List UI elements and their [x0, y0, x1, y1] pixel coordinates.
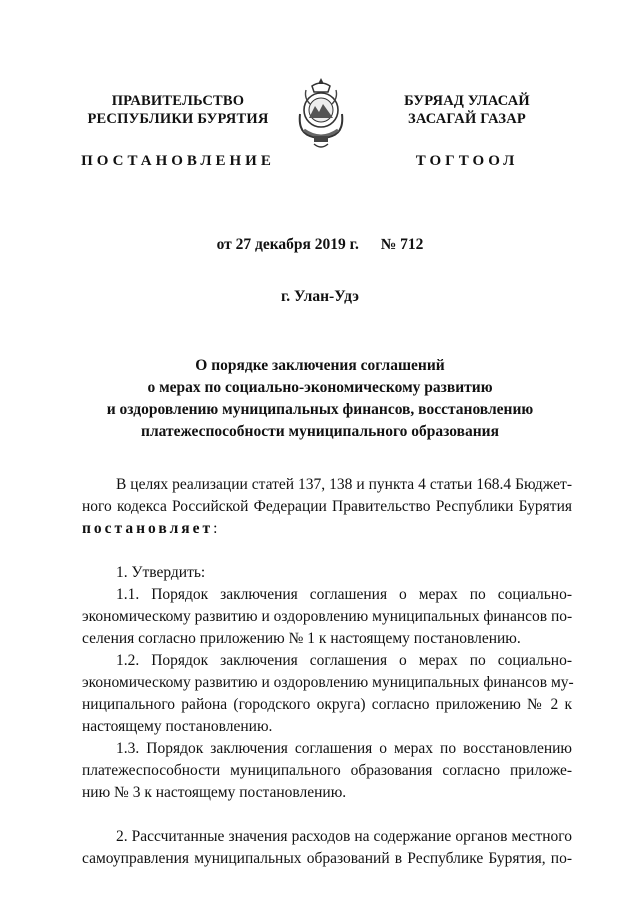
- decree-colon: :: [213, 520, 218, 537]
- item-line: платежеспособности муниципального образования согласно приложе-: [82, 762, 572, 779]
- issuer-line: ЗАСАГАЙ ГАЗАР: [408, 111, 526, 127]
- document-city: г. Улан-Удэ: [280, 288, 359, 305]
- item-line: нию № 3 к настоящему постановлению.: [82, 784, 347, 801]
- item-1: [82, 562, 572, 584]
- item-line: 1.2. Порядок заключения соглашения о мерах по социально-: [116, 652, 572, 669]
- issuer-header-buryat: [372, 92, 562, 170]
- preamble-line: ного кодекса Российской Федерации Правительство Республики Бурятия: [82, 498, 572, 515]
- item-line: 1. Утвердить:: [116, 564, 206, 581]
- item-line: экономическому развитию и оздоровлению муниципальных финансов по-: [82, 608, 573, 625]
- item-line: экономическому развитию и оздоровлению муниципальных финансов му-: [82, 674, 574, 691]
- decree-word: постановляет: [82, 520, 214, 537]
- document-date-number: [0, 236, 640, 254]
- item-line: селения согласно приложению № 1 к настоящему постановлению.: [82, 630, 521, 647]
- item-line: 2. Рассчитанные значения расходов на содержание органов местного: [116, 828, 572, 845]
- item-line: настоящему постановлению.: [82, 718, 273, 735]
- document-date: от 27 декабря 2019 г.: [216, 236, 359, 253]
- document-title: [60, 355, 580, 443]
- decree-line: [82, 518, 572, 540]
- issuer-header-russian: [78, 92, 278, 170]
- document-body: [82, 474, 572, 870]
- preamble-line: В целях реализации статей 137, 138 и пункта 4 статьи 168.4 Бюджет-: [116, 476, 572, 493]
- issuer-line: РЕСПУБЛИКИ БУРЯТИЯ: [87, 111, 269, 127]
- item-1-1: [82, 584, 572, 650]
- issuer-line: ПРАВИТЕЛЬСТВО: [111, 93, 245, 109]
- item-line: 1.1. Порядок заключения соглашения о мерах по социально-: [116, 586, 572, 603]
- coat-of-arms-icon: [290, 74, 352, 154]
- item-line: ниципального района (городского округа) согласно приложению № 2 к: [82, 696, 572, 713]
- title-line: О порядке заключения соглашений: [195, 357, 445, 374]
- title-line: о мерах по социально-экономическому развитию: [147, 379, 493, 396]
- item-2: [82, 826, 572, 870]
- document-type: ПОСТАНОВЛЕНИЕ: [81, 153, 275, 169]
- item-1-2: [82, 650, 572, 738]
- title-line: платежеспособности муниципального образования: [141, 423, 499, 440]
- document-type: ТОГТООЛ: [415, 153, 519, 169]
- item-line: 1.3. Порядок заключения соглашения о мерах по восстановлению: [116, 740, 572, 757]
- item-line: самоуправления муниципальных образований в Республике Бурятия, по-: [82, 850, 572, 867]
- item-1-3: [82, 738, 572, 804]
- issuer-line: БУРЯАД УЛАСАЙ: [404, 93, 530, 109]
- title-line: и оздоровлению муниципальных финансов, восстановлению: [106, 401, 534, 418]
- preamble-paragraph: [82, 474, 572, 540]
- document-number: № 712: [380, 236, 424, 253]
